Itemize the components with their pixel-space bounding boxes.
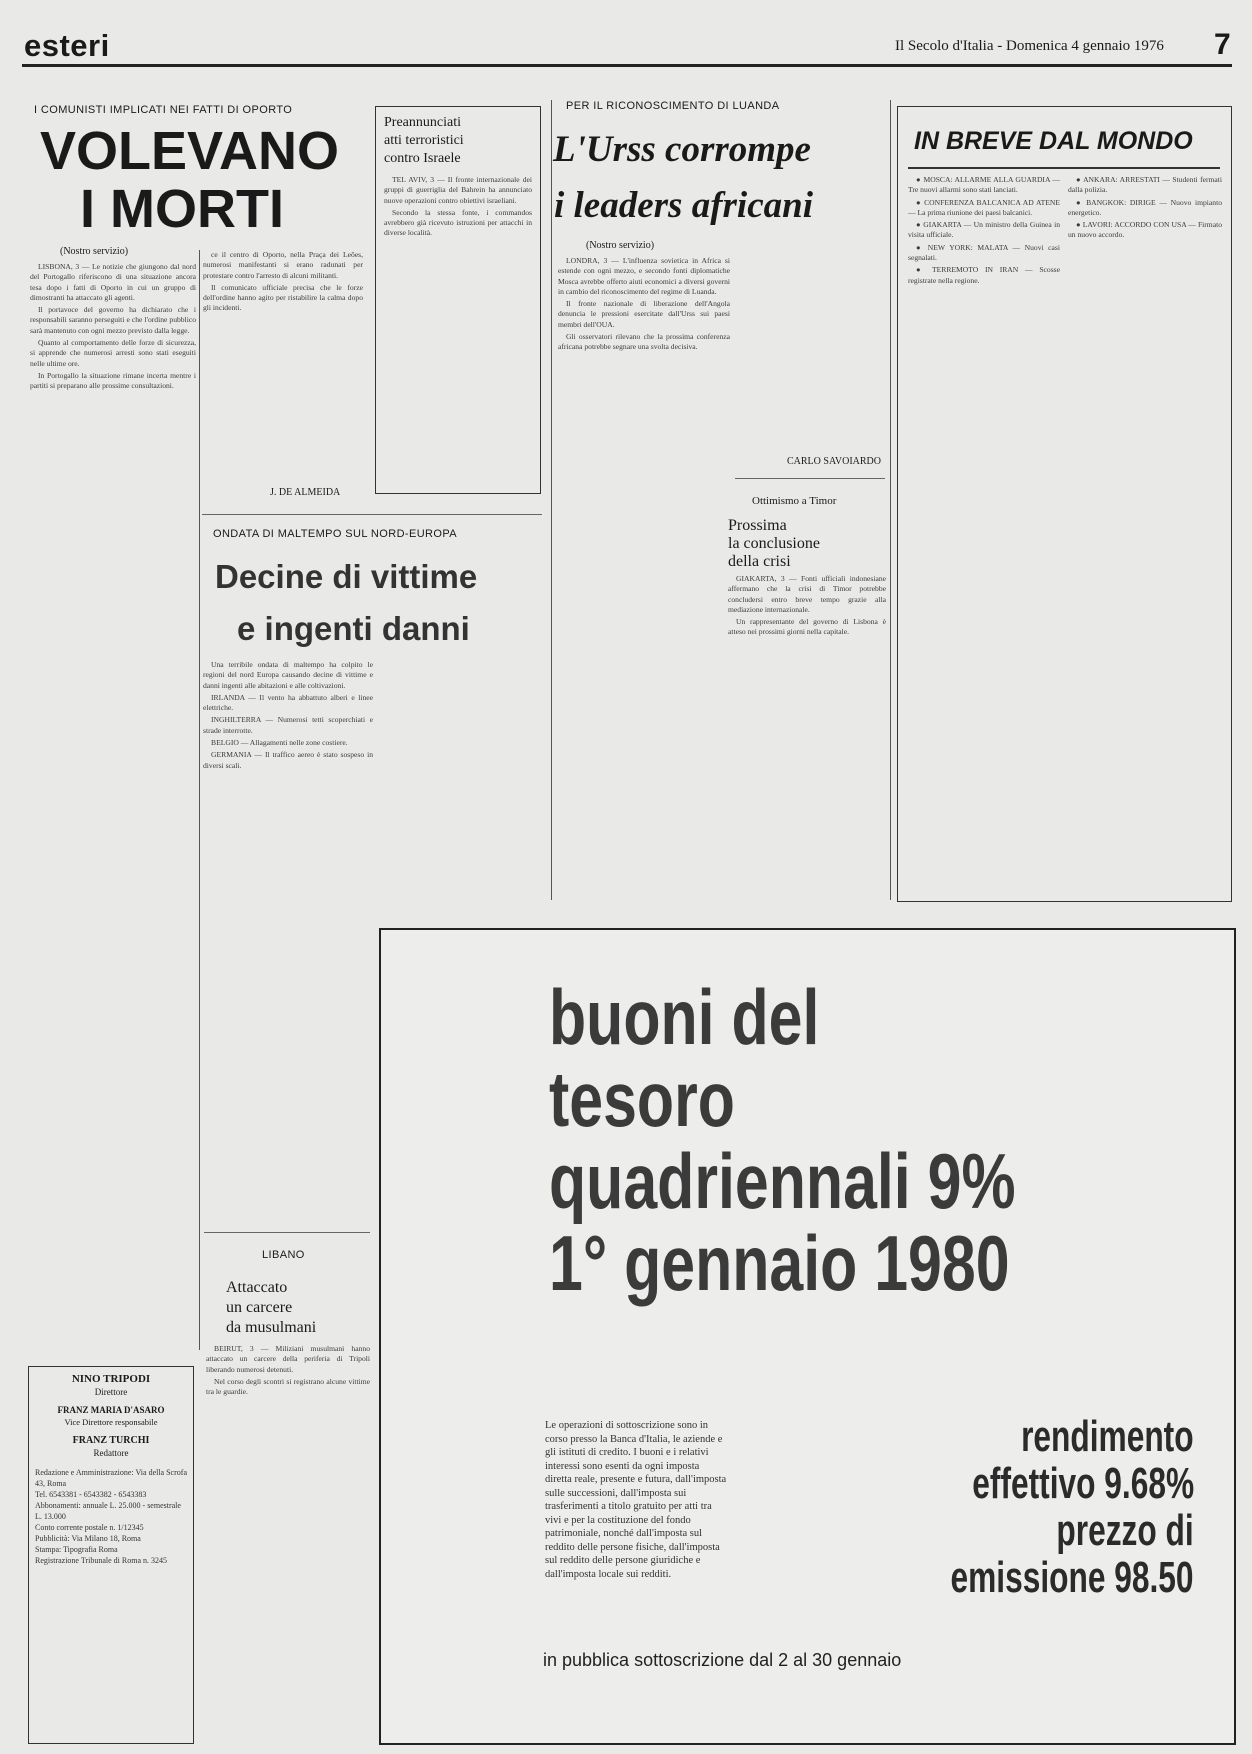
oporto-signature: J. DE ALMEIDA bbox=[270, 487, 341, 498]
paragraph: TEL AVIV, 3 — Il fronte internazionale dei gruppi di guerriglia del Bahrein ha annunciato nuove operazioni contro obiettivi israeliani. bbox=[384, 175, 532, 205]
ad-headline-line2: tesoro bbox=[549, 1055, 735, 1143]
paragraph: ● ANKARA: ARRESTATI — Studenti fermati dalla polizia. bbox=[1068, 175, 1222, 195]
breve-title: IN BREVE DAL MONDO bbox=[914, 127, 1193, 155]
masthead-line: Redazione e Amministrazione: Via della Scrofa 43, Roma bbox=[35, 1468, 187, 1488]
paragraph: LISBONA, 3 — Le notizie che giungono dal nord del Portogallo riferiscono di una situazione ancora tesa dopo i fatti di Oporto in cui un gruppo di dimostranti ha attaccato gli agenti. bbox=[30, 262, 196, 302]
breve-title-rule bbox=[908, 167, 1220, 169]
paragraph: INGHILTERRA — Numerosi tetti scoperchiati e strade interrotte. bbox=[203, 715, 373, 735]
masthead-director: NINO TRIPODI bbox=[71, 1373, 151, 1385]
paragraph: Il portavoce del governo ha dichiarato che i responsabili saranno perseguiti e che l'ordine pubblico sarà mantenuto con ogni mezzo previsto dalla legge. bbox=[30, 305, 196, 335]
paper-dateline: Il Secolo d'Italia - Domenica 4 gennaio 1976 bbox=[895, 38, 1164, 54]
paragraph: Secondo la stessa fonte, i commandos avrebbero già ricevuto istruzioni per attacchi in diverse località. bbox=[384, 207, 532, 238]
nordeuropa-column-2 bbox=[378, 660, 550, 922]
paragraph: ● MOSCA: ALLARME ALLA GUARDIA — Tre nuovi allarmi sono stati lanciati. bbox=[908, 175, 1060, 195]
paragraph: GERMANIA — Il traffico aereo è stato sospeso in diversi scali. bbox=[203, 750, 373, 770]
paragraph: Il fronte nazionale di liberazione dell'Angola denuncia le pressioni esercitate dall'Urss sui paesi membri dell'OUA. bbox=[558, 299, 730, 329]
paragraph: Un rappresentante del governo di Lisbona è atteso nei prossimi giorni nella capitale. bbox=[728, 617, 886, 637]
masthead-box bbox=[28, 1366, 194, 1744]
timor-kicker: Ottimismo a Timor bbox=[752, 495, 837, 507]
urss-title-line1: L'Urss corrompe bbox=[553, 129, 811, 170]
masthead-line: Registrazione Tribunale di Roma n. 3245 bbox=[35, 1556, 167, 1565]
urss-byline: (Nostro servizio) bbox=[586, 240, 655, 251]
paragraph: Il comunicato ufficiale precisa che le forze dell'ordine hanno agito per ristabilire la calma dopo gli incidenti. bbox=[203, 282, 363, 313]
masthead-line: Stampa: Tipografia Roma bbox=[35, 1545, 118, 1554]
paragraph: Gli osservatori rilevano che la prossima conferenza africana potrebbe segnare una svolta decisiva. bbox=[558, 332, 730, 352]
paragraph: Una terribile ondata di maltempo ha colpito le regioni del nord Europa causando decine di vittime e danni ingenti alle abitazioni e alle coltivazioni. bbox=[203, 660, 373, 690]
nordeuropa-column-1 bbox=[203, 660, 373, 1212]
paragraph: In Portogallo la situazione rimane incerta mentre i partiti si preparano alle prossime consultazioni. bbox=[30, 370, 196, 391]
israele-body bbox=[384, 175, 532, 485]
oporto-byline: (Nostro servizio) bbox=[60, 246, 129, 257]
oporto-title-line2: I MORTI bbox=[80, 179, 284, 239]
libano-title-line3: da musulmani bbox=[226, 1319, 317, 1336]
nordeuropa-title-line1: Decine di vittime bbox=[215, 558, 478, 595]
paragraph: ● LAVORI: ACCORDO CON USA — Firmato un nuovo accordo. bbox=[1068, 220, 1222, 240]
ad-terms-text: Le operazioni di sottoscrizione sono in corso presso la Banca d'Italia, le aziende e gli istituti di credito. I buoni e i relativi interessi sono esenti da ogni imposta diretta reale, presente e futura, dall'imposta sulle successioni, dall'imposta sui trasferimenti a titolo gratuito per atti tra vivi e per la costituzione del fondo patrimoniale, nonché dall'imposta sul reddito delle persone fisiche, dall'imposta sul reddito delle persone giuridiche e dall'imposta locale sui redditi. bbox=[545, 1420, 727, 1580]
urss-signature: CARLO SAVOIARDO bbox=[787, 456, 881, 467]
israele-title-line2: atti terroristici bbox=[384, 133, 464, 148]
masthead-vice: FRANZ MARIA D'ASARO bbox=[57, 1405, 165, 1415]
paragraph: ● NEW YORK: MALATA — Nuovi casi segnalati. bbox=[908, 242, 1060, 263]
column-rule bbox=[199, 250, 200, 1350]
paragraph: IRLANDA — Il vento ha abbattuto alberi e linee elettriche. bbox=[203, 692, 373, 713]
libano-rule bbox=[204, 1232, 370, 1233]
timor-body bbox=[728, 574, 886, 896]
paragraph: LONDRA, 3 — L'influenza sovietica in Africa si estende con ogni mezzo, e secondo fonti diplomatiche Mosca avrebbe offerto aiuti economici a diversi governi in cambio del riconoscimento del regime di Luanda. bbox=[558, 256, 730, 296]
ad-emissione: emissione 98.50 bbox=[950, 1553, 1194, 1602]
masthead-vice-role: Vice Direttore responsabile bbox=[64, 1417, 158, 1427]
israele-box bbox=[375, 106, 541, 494]
urss-column-1 bbox=[558, 256, 730, 898]
page-number: 7 bbox=[1214, 28, 1231, 61]
urss-kicker: PER IL RICONOSCIMENTO DI LUANDA bbox=[566, 100, 780, 112]
oporto-title-line1: VOLEVANO bbox=[40, 121, 340, 181]
israele-title-line3: contro Israele bbox=[384, 151, 461, 166]
libano-body bbox=[206, 1344, 370, 1740]
masthead-editor: FRANZ TURCHI bbox=[72, 1435, 150, 1446]
urss-title-line2: i leaders africani bbox=[554, 185, 813, 226]
breve-column-1 bbox=[908, 175, 1060, 893]
paragraph: GIAKARTA, 3 — Fonti ufficiali indonesiane affermano che la crisi di Timor potrebbe concludersi entro breve tempo grazie alla mediazione internazionale. bbox=[728, 574, 886, 614]
paragraph: ce il centro di Oporto, nella Praça dei Leões, numerosi manifestanti si erano radunati per protestare contro l'arresto di alcuni militanti. bbox=[203, 250, 363, 280]
paragraph: BEIRUT, 3 — Miliziani musulmani hanno attaccato un carcere della periferia di Tripoli liberando numerosi detenuti. bbox=[206, 1344, 370, 1374]
timor-title-line3: della crisi bbox=[728, 553, 791, 570]
paragraph: Quanto al comportamento delle forze di sicurezza, si apprende che numerosi arresti sono stati eseguiti nelle ultime ore. bbox=[30, 338, 196, 368]
timor-rule bbox=[735, 478, 885, 479]
masthead-line: Abbonamenti: annuale L. 25.000 - semestrale L. 13.000 bbox=[35, 1501, 181, 1521]
ad-rendimento: rendimento bbox=[1021, 1412, 1194, 1461]
masthead-details bbox=[35, 1467, 187, 1566]
header-rule bbox=[22, 64, 1232, 67]
nordeuropa-rule bbox=[202, 514, 542, 515]
masthead-editor-role: Redattore bbox=[93, 1448, 129, 1458]
nordeuropa-title-line2: e ingenti danni bbox=[237, 610, 470, 647]
oporto-kicker: I COMUNISTI IMPLICATI NEI FATTI DI OPORTO bbox=[34, 104, 293, 116]
nordeuropa-kicker: ONDATA DI MALTEMPO SUL NORD-EUROPA bbox=[213, 528, 458, 540]
oporto-column-2 bbox=[203, 250, 363, 472]
breve-column-2 bbox=[1068, 175, 1222, 893]
masthead-line: Tel. 6543381 - 6543382 - 6543383 bbox=[35, 1490, 147, 1499]
column-rule bbox=[551, 100, 552, 900]
masthead-line: Conto corrente postale n. 1/12345 bbox=[35, 1523, 144, 1532]
paragraph: ● BANGKOK: DIRIGE — Nuovo impianto energetico. bbox=[1068, 197, 1222, 217]
oporto-column-1 bbox=[30, 262, 196, 1360]
libano-title-line2: un carcere bbox=[226, 1299, 293, 1316]
paragraph: ● GIAKARTA — Un ministro della Guinea in visita ufficiale. bbox=[908, 220, 1060, 240]
ad-headline-line4: 1° gennaio 1980 bbox=[549, 1219, 1010, 1307]
section-title: esteri bbox=[24, 28, 110, 63]
israele-title-line1: Preannunciati bbox=[384, 115, 461, 130]
libano-title-line1: Attaccato bbox=[226, 1279, 288, 1296]
paragraph: ● CONFERENZA BALCANICA AD ATENE — La prima riunione dei paesi balcanici. bbox=[908, 197, 1060, 217]
masthead-director-role: Direttore bbox=[94, 1387, 128, 1397]
bond-advertisement bbox=[379, 928, 1236, 1745]
libano-kicker: LIBANO bbox=[262, 1249, 305, 1261]
timor-title-line1: Prossima bbox=[728, 517, 787, 534]
ad-headline-line3: quadriennali 9% bbox=[549, 1137, 1016, 1225]
masthead-line: Pubblicità: Via Milano 18, Roma bbox=[35, 1534, 141, 1543]
ad-headline-line1: buoni del bbox=[549, 973, 820, 1061]
paragraph: BELGIO — Allagamenti nelle zone costiere. bbox=[211, 738, 348, 748]
paragraph: ● TERREMOTO IN IRAN — Scosse registrate nella regione. bbox=[908, 265, 1060, 285]
column-rule bbox=[890, 100, 891, 900]
timor-title-line2: la conclusione bbox=[728, 535, 820, 552]
ad-subscription-period: in pubblica sottoscrizione dal 2 al 30 gennaio bbox=[543, 1650, 902, 1670]
ad-prezzo: prezzo di bbox=[1056, 1506, 1194, 1555]
ad-effettivo: effettivo 9.68% bbox=[972, 1459, 1194, 1508]
breve-box bbox=[897, 106, 1232, 902]
urss-column-2 bbox=[734, 240, 886, 452]
paragraph: Nel corso degli scontri si registrano alcune vittime tra le guardie. bbox=[206, 1376, 370, 1397]
